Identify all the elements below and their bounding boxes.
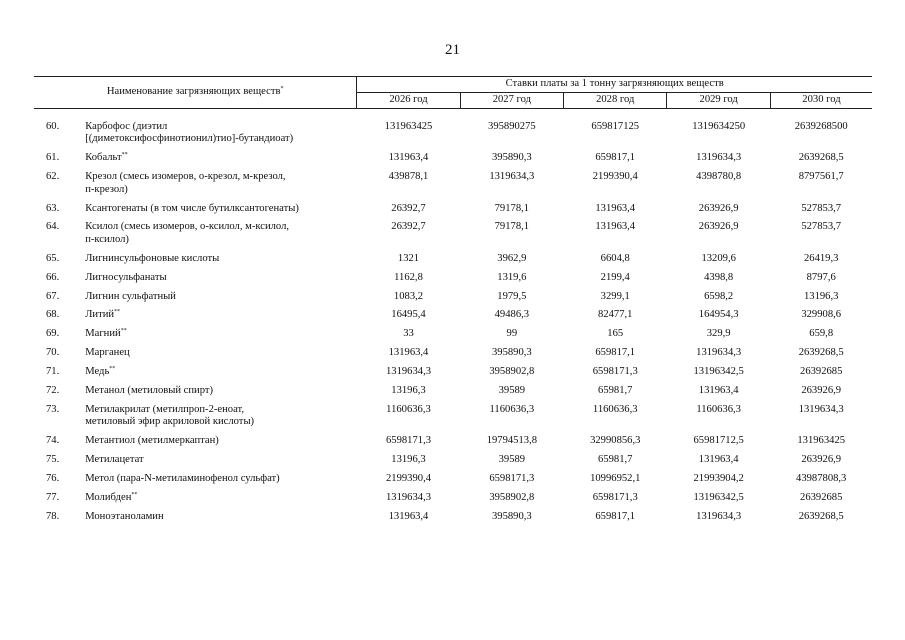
row-number: 76. bbox=[46, 473, 60, 485]
year-header: 2029 год bbox=[667, 93, 770, 109]
rate-value-2027: 6598171,3 bbox=[489, 473, 535, 485]
year-header: 2027 год bbox=[460, 93, 563, 109]
pollutant-name bbox=[85, 404, 357, 435]
rate-value-2029: 21993904,2 bbox=[693, 473, 744, 485]
table-row bbox=[34, 203, 872, 222]
pollutant-name-line: Лигнинсульфоновые кислоты bbox=[85, 252, 220, 264]
rate-value-2030: 26419,3 bbox=[803, 252, 839, 264]
rate-value-2027: 79178,1 bbox=[494, 221, 530, 233]
rate-value-2029: 13196342,5 bbox=[693, 366, 744, 378]
rate-value-2026: 16495,4 bbox=[391, 309, 426, 321]
rate-value-2027: 395890275 bbox=[488, 121, 536, 132]
rate-value-2030: 13196,3 bbox=[803, 290, 839, 302]
rate-value-2026: 1083,2 bbox=[393, 290, 424, 302]
rate-value-2030: 263926,9 bbox=[801, 385, 842, 397]
rate-value-2028: 65981,7 bbox=[598, 385, 633, 397]
table-row bbox=[34, 152, 872, 171]
pollutant-name-line: Медь bbox=[85, 366, 110, 378]
row-number: 69. bbox=[46, 328, 60, 340]
year-header: 2026 год bbox=[357, 93, 460, 109]
rate-value-2026: 1319634,3 bbox=[385, 492, 432, 504]
rate-value-2026: 131963,4 bbox=[388, 152, 429, 164]
footnote-mark: ** bbox=[109, 366, 116, 373]
rate-value-2026: 1162,8 bbox=[394, 271, 423, 283]
table-row bbox=[34, 272, 872, 291]
pollutant-name bbox=[85, 328, 357, 347]
rate-value-2030: 131963425 bbox=[797, 435, 846, 447]
pollutant-name-line: Моноэтаноламин bbox=[85, 510, 164, 522]
rate-value-2030: 2639268,5 bbox=[798, 510, 844, 522]
rate-value-2027: 3958902,8 bbox=[489, 366, 535, 378]
rate-value-2028: 165 bbox=[607, 328, 624, 340]
rate-value-2030: 659,8 bbox=[809, 328, 834, 340]
pollutant-name-line: Марганец bbox=[85, 347, 130, 359]
pollutant-name-header-text: Наименование загрязняющих веществ bbox=[106, 86, 281, 98]
rate-value-2029: 131963,4 bbox=[698, 454, 739, 466]
pollutant-name-line: [(диметоксифосфинотионил)тио]-бутандиоат) bbox=[85, 133, 294, 145]
pollutant-name bbox=[85, 473, 357, 492]
row-number: 65. bbox=[46, 252, 60, 264]
rate-value-2029: 263926,9 bbox=[698, 202, 739, 214]
rate-value-2029: 6598,2 bbox=[704, 290, 734, 302]
rate-value-2030: 8797,6 bbox=[806, 271, 836, 283]
rate-value-2026: 13196,3 bbox=[391, 454, 426, 466]
page-number: 21 bbox=[445, 42, 460, 58]
rate-value-2026: 1319634,3 bbox=[385, 366, 432, 378]
rate-value-2028: 3299,1 bbox=[600, 290, 630, 302]
pollutant-name bbox=[85, 511, 357, 530]
rate-value-2029: 1319634250 bbox=[692, 121, 746, 132]
table-row bbox=[34, 385, 872, 404]
pollutant-name-line: метиловый эфир акриловой кислоты) bbox=[85, 416, 255, 428]
pollutant-name-line: п-ксилол) bbox=[85, 233, 129, 245]
pollutant-name-line: Крезол (смесь изомеров, о-крезол, м-крезол, bbox=[85, 171, 286, 183]
footnote-mark: * bbox=[280, 86, 284, 93]
pollutant-name-line: Лигносульфанаты bbox=[85, 271, 167, 283]
rate-value-2026: 131963,4 bbox=[388, 347, 429, 359]
rate-value-2027: 1979,5 bbox=[497, 290, 527, 302]
footnote-mark: ** bbox=[131, 492, 138, 499]
rate-value-2030: 26392685 bbox=[800, 492, 843, 504]
row-number: 75. bbox=[46, 454, 60, 466]
pollutant-name-line: Ксантогенаты (в том числе бутилксантогенаты) bbox=[85, 202, 299, 214]
table-row bbox=[34, 366, 872, 385]
rate-value-2030: 527853,7 bbox=[801, 202, 842, 214]
pollutant-name bbox=[85, 385, 357, 404]
pollutant-name-line: Магний bbox=[85, 328, 121, 340]
pollutant-name-line: Метилацетат bbox=[85, 454, 144, 466]
pollutant-name-line: Метанол (метиловый спирт) bbox=[85, 385, 214, 397]
rate-value-2028: 659817125 bbox=[591, 121, 640, 132]
row-number: 62. bbox=[46, 171, 60, 183]
rate-value-2029: 1319634,3 bbox=[696, 152, 742, 164]
pollutant-name bbox=[85, 152, 357, 171]
rate-value-2030: 2639268,5 bbox=[798, 152, 844, 164]
pollutant-name bbox=[85, 221, 357, 252]
pollutant-name bbox=[85, 121, 357, 152]
pollutant-name-line: Метилакрилат (метилпроп-2-еноат, bbox=[85, 404, 244, 415]
table-row bbox=[34, 328, 872, 347]
rate-value-2029: 131963,4 bbox=[698, 385, 739, 397]
rate-value-2027: 49486,3 bbox=[494, 309, 530, 321]
footnote-mark: ** bbox=[114, 309, 121, 316]
rate-value-2030: 8797561,7 bbox=[798, 171, 844, 183]
row-number: 78. bbox=[46, 510, 60, 522]
rate-value-2027: 3958902,8 bbox=[489, 492, 535, 504]
rates-group-header: Ставки платы за 1 тонну загрязняющих веществ bbox=[357, 77, 872, 93]
pollutant-name bbox=[85, 454, 357, 473]
pollutant-name bbox=[85, 309, 357, 328]
table-row bbox=[34, 473, 872, 492]
table-row bbox=[34, 347, 872, 366]
row-number: 68. bbox=[46, 309, 60, 321]
pollutant-name-line: Ксилол (смесь изомеров, о-ксилол, м-ксилол, bbox=[85, 221, 290, 233]
table-row bbox=[34, 291, 872, 310]
rate-value-2027: 99 bbox=[506, 328, 518, 340]
rate-value-2029: 13196342,5 bbox=[693, 492, 744, 504]
pollutant-name bbox=[85, 291, 357, 310]
row-number: 61. bbox=[46, 152, 60, 164]
rate-value-2028: 10996952,1 bbox=[590, 473, 641, 485]
rate-value-2027: 3962,9 bbox=[497, 252, 527, 264]
rate-value-2029: 13209,6 bbox=[701, 252, 736, 264]
pollutant-name bbox=[85, 492, 357, 511]
rate-value-2030: 1319634,3 bbox=[798, 404, 844, 415]
pollutant-name bbox=[85, 203, 357, 222]
table-row bbox=[34, 121, 872, 152]
rate-value-2027: 39589 bbox=[498, 385, 526, 397]
rate-value-2029: 65981712,5 bbox=[693, 435, 744, 447]
rate-value-2028: 32990856,3 bbox=[590, 435, 641, 447]
pollutant-name-line: Метол (пара-N-метиламинофенол сульфат) bbox=[85, 473, 280, 485]
rate-value-2030: 263926,9 bbox=[801, 454, 842, 466]
row-number: 74. bbox=[46, 435, 60, 447]
pollutant-name-header bbox=[34, 77, 357, 109]
rate-value-2030: 26392685 bbox=[800, 366, 843, 378]
rate-value-2026: 26392,7 bbox=[391, 202, 426, 214]
table-row bbox=[34, 221, 872, 252]
pollutant-name bbox=[85, 253, 357, 272]
pollutant-rates-table bbox=[34, 76, 872, 530]
rate-value-2026: 1160636,3 bbox=[386, 404, 431, 415]
rate-value-2029: 4398,8 bbox=[704, 271, 734, 283]
row-number: 67. bbox=[46, 290, 60, 302]
rate-value-2028: 6598171,3 bbox=[592, 366, 638, 378]
rate-value-2027: 19794513,8 bbox=[486, 435, 538, 447]
rate-value-2028: 659817,1 bbox=[595, 152, 636, 164]
rate-value-2029: 1160636,3 bbox=[696, 404, 741, 415]
pollutant-name bbox=[85, 272, 357, 291]
pollutant-name-line: Кобальт bbox=[85, 152, 122, 164]
row-number: 70. bbox=[46, 347, 60, 359]
table-row bbox=[34, 511, 872, 530]
row-number: 66. bbox=[46, 271, 60, 283]
row-number: 71. bbox=[46, 366, 60, 378]
footnote-mark: ** bbox=[121, 152, 128, 159]
rate-value-2026: 26392,7 bbox=[391, 221, 426, 233]
rate-value-2028: 131963,4 bbox=[595, 221, 636, 233]
pollutant-name bbox=[85, 171, 357, 202]
rate-value-2026: 6598171,3 bbox=[385, 435, 432, 447]
rate-value-2026: 131963,4 bbox=[388, 510, 429, 522]
rate-value-2028: 6604,8 bbox=[600, 252, 630, 264]
pollutant-name-line: п-крезол) bbox=[85, 183, 128, 195]
rate-value-2029: 1319634,3 bbox=[696, 510, 742, 522]
rate-value-2027: 1160636,3 bbox=[489, 404, 535, 415]
rate-value-2029: 263926,9 bbox=[698, 221, 739, 233]
rate-value-2028: 1160636,3 bbox=[592, 404, 638, 415]
rate-value-2027: 395890,3 bbox=[491, 152, 532, 164]
row-number: 64. bbox=[46, 221, 60, 233]
pollutant-name-line: Лигнин сульфатный bbox=[85, 290, 176, 302]
pollutant-name bbox=[85, 435, 357, 454]
rate-value-2027: 1319,6 bbox=[497, 271, 527, 283]
rate-value-2026: 1321 bbox=[397, 252, 420, 264]
table-row bbox=[34, 171, 872, 202]
row-number: 72. bbox=[46, 385, 60, 397]
rate-value-2030: 2639268,5 bbox=[798, 347, 844, 359]
pollutant-name-line: Метантиол (метилмеркаптан) bbox=[85, 435, 219, 447]
pollutant-name-line: Литий bbox=[85, 309, 115, 321]
year-header: 2030 год bbox=[770, 93, 872, 109]
rate-value-2027: 79178,1 bbox=[494, 202, 530, 214]
table-row bbox=[34, 309, 872, 328]
rate-value-2028: 6598171,3 bbox=[592, 492, 638, 504]
pollutant-name bbox=[85, 366, 357, 385]
table-row bbox=[34, 454, 872, 473]
rate-value-2029: 4398780,8 bbox=[696, 171, 742, 183]
table-row bbox=[34, 492, 872, 511]
footnote-mark: ** bbox=[120, 328, 127, 335]
pollutant-name-line: Молибден bbox=[85, 492, 132, 504]
pollutant-name bbox=[85, 347, 357, 366]
rate-value-2029: 329,9 bbox=[706, 328, 731, 340]
rate-value-2026: 439878,1 bbox=[388, 171, 429, 183]
rate-value-2030: 527853,7 bbox=[801, 221, 842, 233]
rate-value-2028: 659817,1 bbox=[595, 347, 636, 359]
rate-value-2027: 1319634,3 bbox=[489, 171, 535, 183]
rate-value-2028: 659817,1 bbox=[595, 510, 636, 522]
rate-value-2028: 2199390,4 bbox=[592, 171, 638, 183]
table-row bbox=[34, 435, 872, 454]
table-row bbox=[34, 404, 872, 435]
rate-value-2028: 65981,7 bbox=[598, 454, 633, 466]
rate-value-2027: 395890,3 bbox=[491, 347, 532, 359]
rate-value-2026: 13196,3 bbox=[391, 385, 426, 397]
rate-value-2028: 131963,4 bbox=[595, 202, 636, 214]
table-row bbox=[34, 253, 872, 272]
rate-value-2029: 1319634,3 bbox=[696, 347, 742, 359]
rate-value-2027: 395890,3 bbox=[491, 510, 532, 522]
rate-value-2029: 164954,3 bbox=[698, 309, 739, 321]
row-number: 77. bbox=[46, 492, 60, 504]
row-number: 63. bbox=[46, 202, 60, 214]
rate-value-2028: 82477,1 bbox=[598, 309, 633, 321]
rate-value-2030: 329908,6 bbox=[801, 309, 842, 321]
rate-value-2026: 131963425 bbox=[384, 121, 433, 132]
table-body bbox=[34, 109, 872, 530]
rate-value-2030: 2639268500 bbox=[794, 121, 848, 132]
rate-value-2027: 39589 bbox=[498, 454, 526, 466]
row-number: 60. bbox=[46, 121, 60, 132]
rate-value-2026: 33 bbox=[403, 328, 414, 340]
rate-value-2030: 43987808,3 bbox=[796, 473, 847, 485]
row-number: 73. bbox=[46, 404, 60, 415]
year-header: 2028 год bbox=[564, 93, 667, 109]
pollutant-name-line: Карбофос (диэтил bbox=[85, 121, 168, 132]
rate-value-2028: 2199,4 bbox=[600, 271, 630, 283]
rate-value-2026: 2199390,4 bbox=[385, 473, 432, 485]
